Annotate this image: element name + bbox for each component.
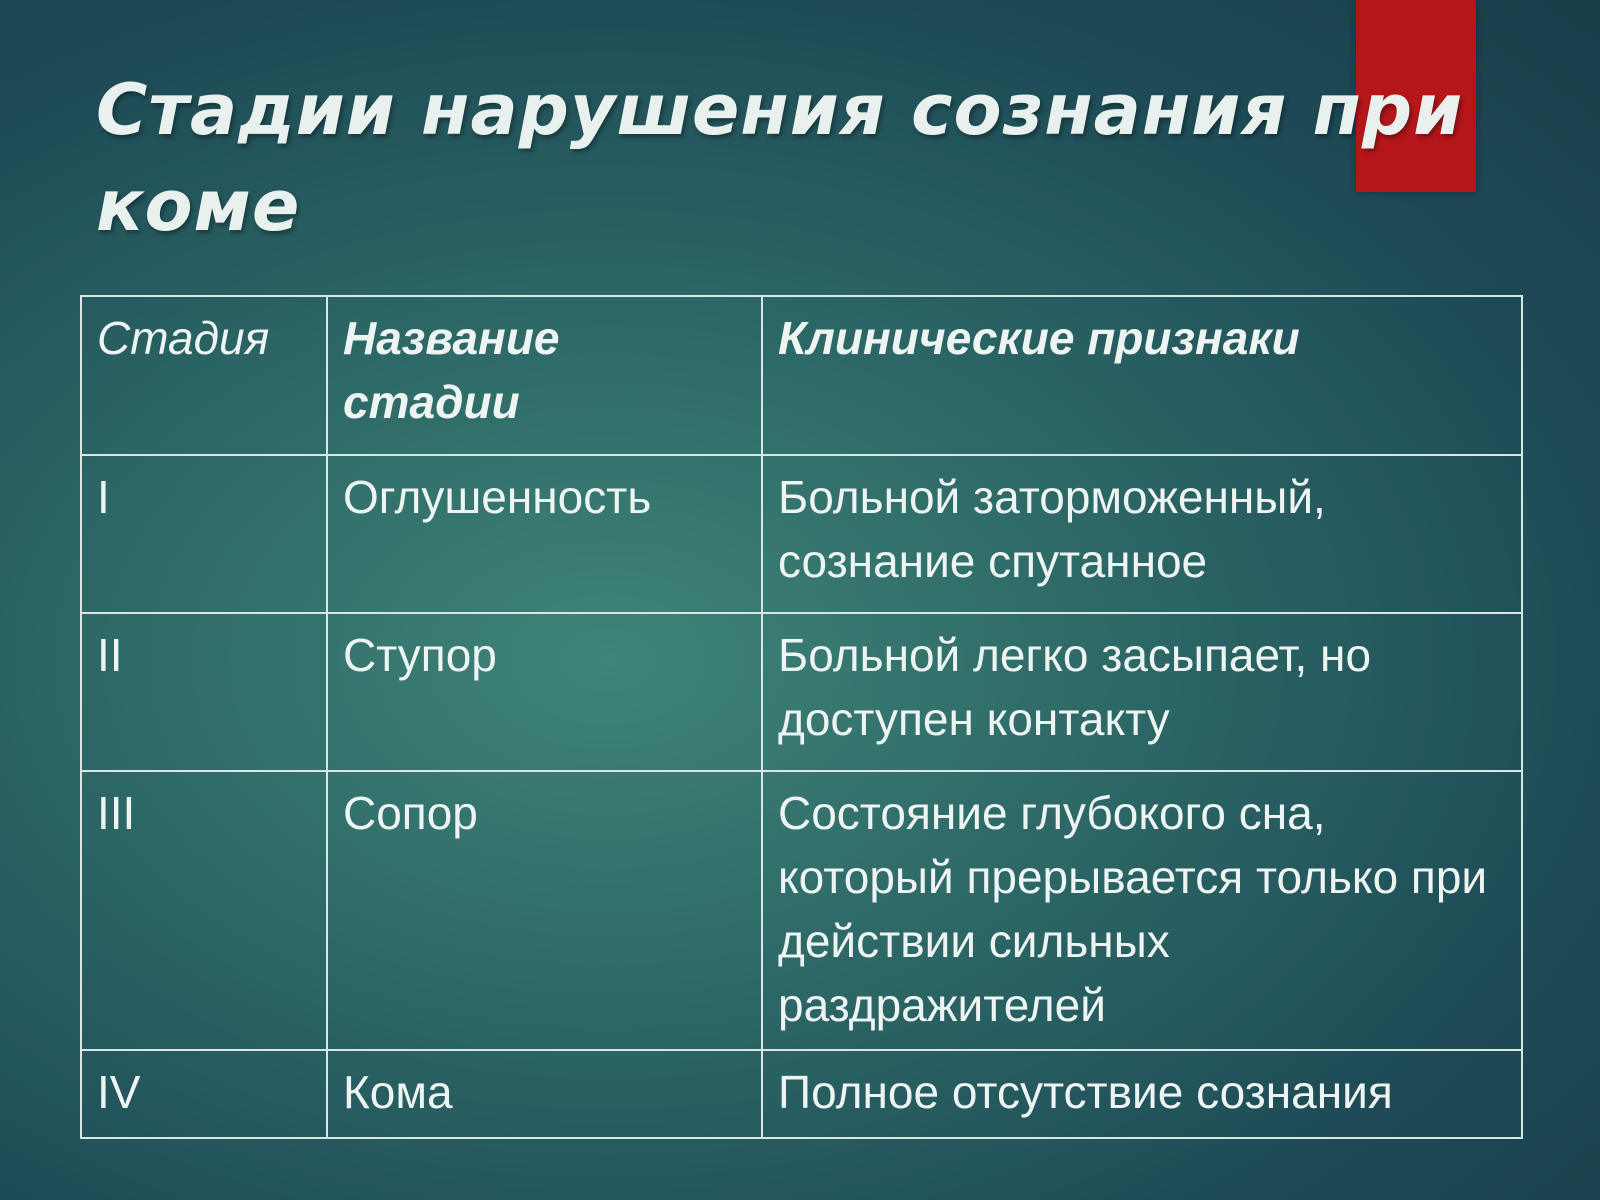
stages-table (80, 295, 1523, 1139)
cell-stage-name: Сопор (327, 771, 762, 1050)
table-row (81, 455, 1522, 613)
header-clinical-signs: Клинические признаки (762, 296, 1522, 455)
cell-clinical-signs: Больной заторможенный, сознание спутанное (762, 455, 1522, 613)
table-row (81, 771, 1522, 1050)
cell-clinical-signs: Полное отсутствие сознания (762, 1050, 1522, 1138)
cell-stage-name: Кома (327, 1050, 762, 1138)
header-stage-name: Название стадии (327, 296, 762, 455)
cell-stage-name: Оглушенность (327, 455, 762, 613)
slide-title: Стадии нарушения сознания при коме (96, 69, 1464, 247)
header-stage: Стадия (81, 296, 327, 455)
cell-clinical-signs: Больной легко засыпает, но доступен контакту (762, 613, 1522, 771)
cell-stage: I (81, 455, 327, 613)
table-row (81, 1050, 1522, 1138)
cell-stage-name: Ступор (327, 613, 762, 771)
cell-stage: II (81, 613, 327, 771)
cell-stage: III (81, 771, 327, 1050)
table-row (81, 613, 1522, 771)
cell-stage: IV (81, 1050, 327, 1138)
table-header-row (81, 296, 1522, 455)
cell-clinical-signs: Состояние глубокого сна, который прерывается только при действии сильных раздражителей (762, 771, 1522, 1050)
